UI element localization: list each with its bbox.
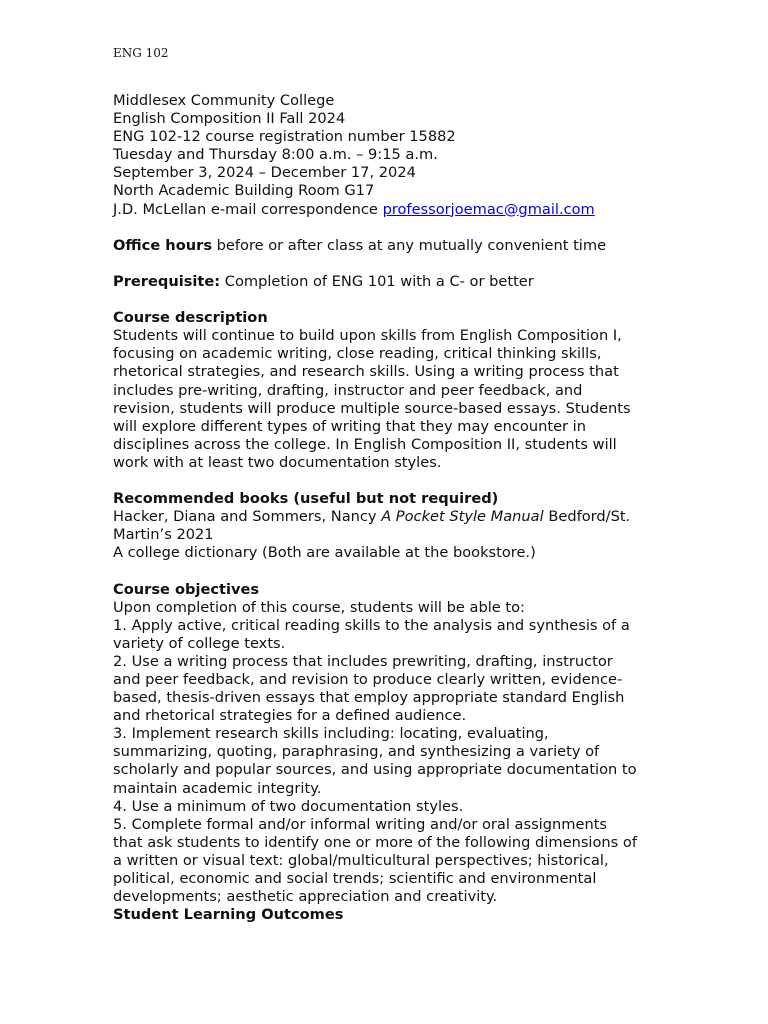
course-description-line: includes pre-writing, drafting, instructor and peer feedback, and xyxy=(113,381,583,399)
course-description-line: Students will continue to build upon skills from English Composition I, xyxy=(113,327,622,345)
prerequisite-line xyxy=(113,273,658,291)
office-hours-text: before or after class at any mutually convenient time xyxy=(212,236,607,254)
course-description-line: rhetorical strategies, and research skills. Using a writing process that xyxy=(113,363,619,381)
course-description-section xyxy=(113,309,658,472)
info-line-course: English Composition II Fall 2024 xyxy=(113,110,346,128)
course-objectives-heading: Course objectives xyxy=(113,580,260,598)
course-description-heading: Course description xyxy=(113,309,268,327)
objective-line: 3. Implement research skills including: locating, evaluating, xyxy=(113,725,549,743)
objective-line: political, economic and social trends; scientific and environmental xyxy=(113,870,597,888)
course-info-block xyxy=(113,92,658,219)
student-learning-outcomes-heading: Student Learning Outcomes xyxy=(113,906,344,924)
objective-line: variety of college texts. xyxy=(113,634,286,652)
objective-line: scholarly and popular sources, and using appropriate documentation to xyxy=(113,761,637,779)
objective-line: summarizing, quoting, paraphrasing, and synthesizing a variety of xyxy=(113,743,600,761)
info-line-dates: September 3, 2024 – December 17, 2024 xyxy=(113,164,416,182)
objective-line: a written or visual text: global/multicultural perspectives; historical, xyxy=(113,851,609,869)
objective-line: Upon completion of this course, students will be able to: xyxy=(113,598,525,616)
contact-line xyxy=(113,201,658,219)
prerequisite-text: Completion of ENG 101 with a C- or better xyxy=(220,272,534,290)
objective-line: 5. Complete formal and/or informal writing and/or oral assignments xyxy=(113,815,608,833)
book-authors: Hacker, Diana and Sommers, Nancy xyxy=(113,508,382,526)
objective-line: and rhetorical strategies for a defined audience. xyxy=(113,707,467,725)
objective-line: 2. Use a writing process that includes prewriting, drafting, instructor xyxy=(113,652,613,670)
recommended-books-heading: Recommended books (useful but not required) xyxy=(113,490,499,508)
page-header: ENG 102 xyxy=(113,46,169,60)
objective-line: developments; aesthetic appreciation and creativity. xyxy=(113,888,498,906)
objective-line: and peer feedback, and revision to produce clearly written, evidence- xyxy=(113,671,623,688)
contact-text: J.D. McLellan e-mail correspondence xyxy=(113,200,383,218)
info-line-room: North Academic Building Room G17 xyxy=(113,182,375,200)
office-hours-line xyxy=(113,237,658,255)
dictionary-line: A college dictionary (Both are available at the bookstore.) xyxy=(113,544,536,562)
objective-line: that ask students to identify one or more of the following dimensions of xyxy=(113,833,637,851)
course-objectives-section xyxy=(113,581,658,907)
recommended-books-section xyxy=(113,490,658,562)
book-year: Martin’s 2021 xyxy=(113,526,214,544)
course-description-line: will explore different types of writing that they may encounter in xyxy=(113,417,586,435)
course-description-line: focusing on academic writing, close reading, critical thinking skills, xyxy=(113,345,602,363)
email-link[interactable]: professorjoemac@gmail.com xyxy=(382,200,595,218)
book-line xyxy=(113,508,658,526)
prerequisite-label: Prerequisite: xyxy=(113,272,221,290)
objective-line: based, thesis-driven essays that employ appropriate standard English xyxy=(113,689,625,707)
course-description-line: disciplines across the college. In English Composition II, students will xyxy=(113,435,617,453)
office-hours-label: Office hours xyxy=(113,236,212,254)
objective-line: 1. Apply active, critical reading skills to the analysis and synthesis of a xyxy=(113,616,630,634)
course-description-line: work with at least two documentation styles. xyxy=(113,453,442,471)
course-description-line: revision, students will produce multiple source-based essays. Students xyxy=(113,399,631,417)
info-line-schedule: Tuesday and Thursday 8:00 a.m. – 9:15 a.m. xyxy=(113,146,438,164)
book-title: A Pocket Style Manual xyxy=(381,508,544,526)
objective-line: maintain academic integrity. xyxy=(113,779,322,797)
info-line-college: Middlesex Community College xyxy=(113,92,335,109)
info-line-registration: ENG 102-12 course registration number 15882 xyxy=(113,128,456,146)
document-body xyxy=(113,92,658,924)
objective-line: 4. Use a minimum of two documentation styles. xyxy=(113,797,464,815)
book-publisher: Bedford/St. xyxy=(543,508,631,526)
